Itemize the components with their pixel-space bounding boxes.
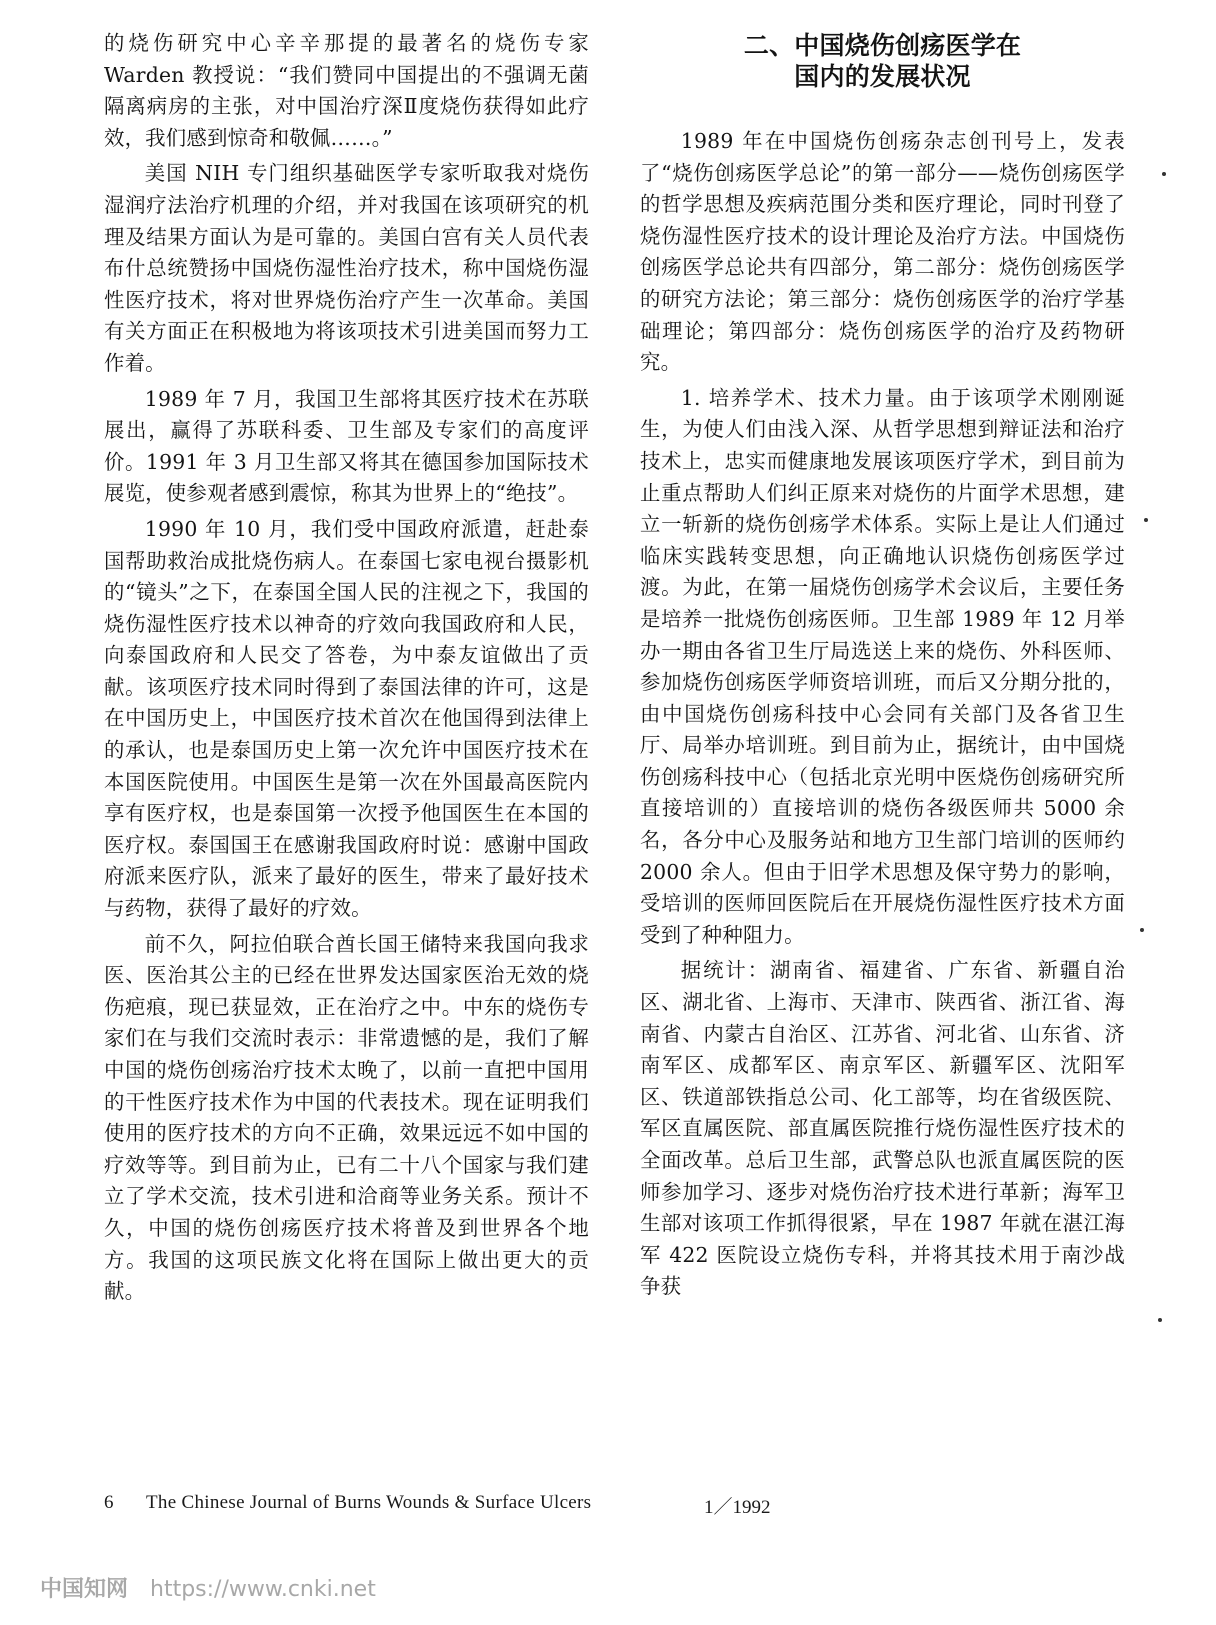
right-column <box>640 30 1125 1303</box>
paragraph: 的烧伤研究中心辛辛那提的最著名的烧伤专家 Warden 教授说：“我们赞同中国提出的不强调无菌隔离病房的主张，对中国治疗深Ⅱ度烧伤获得如此疗效，我们感到惊奇和敬佩……。” <box>104 31 589 150</box>
cnki-watermark <box>40 1572 376 1603</box>
watermark-url: https://www.cnki.net <box>150 1577 376 1602</box>
section-heading <box>640 30 1125 92</box>
left-column <box>104 28 589 1308</box>
journal-name: The Chinese Journal of Burns Wounds & Surface Ulcers <box>146 1492 592 1513</box>
paragraph: 1989 年 7 月，我国卫生部将其医疗技术在苏联展出，赢得了苏联科委、卫生部及专家们的高度评价。1991 年 3 月卫生部又将其在德国参加国际技术展览，使参观者感到震惊，称其为世界上的“绝技”。 <box>104 386 589 506</box>
section-heading-line2: 国内的发展状况 <box>794 62 971 91</box>
watermark-brand: 中国知网 <box>40 1577 129 1602</box>
issue-number: 1／1992 <box>704 1497 771 1518</box>
paragraph: 美国 NIH 专门组织基础医学专家听取我对烧伤湿润疗法治疗机理的介绍，并对我国在该项研究的机理及结果方面认为是可靠的。美国白宫有关人员代表布什总统赞扬中国烧伤湿性治疗技术，称中国烧伤湿性医疗技术，将对世界烧伤治疗产生一次革命。美国有关方面正在积极地为将该项技术引进美国而努力工作着。 <box>104 161 589 375</box>
paragraph: 前不久，阿拉伯联合酋长国王储特来我国向我求医、医治其公主的已经在世界发达国家医治无效的烧伤疤痕，现已获显效，正在治疗之中。中东的烧伤专家们在与我们交流时表示：非常遗憾的是，我们了解中国的烧伤创疡治疗技术太晚了，以前一直把中国用的干性医疗技术作为中国的代表技术。现在证明我们使用的医疗技术的方向不正确，效果远远不如中国的疗效等等。到目前为止，已有二十八个国家与我们建立了学术交流，技术引进和洽商等业务关系。预计不久，中国的烧伤创疡医疗技术将普及到世界各个地方。我国的这项民族文化将在国际上做出更大的贡献。 <box>104 931 589 1304</box>
scan-speck <box>1140 928 1144 932</box>
section-heading-line1: 二、中国烧伤创疡医学在 <box>743 31 1022 60</box>
scan-speck <box>1158 1318 1162 1322</box>
paragraph: 1. 培养学术、技术力量。由于该项学术刚刚诞生，为使人们由浅入深、从哲学思想到辩证法和治疗技术上，忠实而健康地发展该项医疗学术，到目前为止重点帮助人们纠正原来对烧伤的片面学术思想，建立一斩新的烧伤创疡学术体系。实际上是让人们通过临床实践转变思想，向正确地认识烧伤创疡医学过渡。为此，在第一届烧伤创疡学术会议后，主要任务是培养一批烧伤创疡医师。卫生部 1989 年 12 月举办一期由各省卫生厅局选送上来的烧伤、外科医师、参加烧伤创疡医学师资培训班，而后又分期分批的，由中国烧伤创疡科技中心会同有关部门及各省卫生厅、局举办培训班。到目前为止，据统计，由中国烧伤创疡科技中心（包括北京光明中医烧伤创疡研究所直接培训的）直接培训的烧伤各级医师共 5000 余名，各分中心及服务站和地方卫生部门培训的医师约 2000 余人。但由于旧学术思想及保守势力的影响，受培训的医师回医院后在开展烧伤湿性医疗技术方面受到了种种阻力。 <box>640 385 1125 947</box>
paragraph: 1989 年在中国烧伤创疡杂志创刊号上，发表了“烧伤创疡医学总论”的第一部分——烧伤创疡医学的哲学思想及疾病范围分类和医疗理论，同时刊登了烧伤湿性医疗技术的设计理论及治疗方法。中国烧伤创疡医学总论共有四部分，第二部分：烧伤创疡医学的研究方法论；第三部分：烧伤创疡医学的治疗学基础理论；第四部分：烧伤创疡医学的治疗及药物研究。 <box>640 129 1125 375</box>
scan-speck <box>1162 172 1166 176</box>
scan-speck <box>1144 518 1148 522</box>
paragraph: 1990 年 10 月，我们受中国政府派遣，赶赴泰国帮助救治成批烧伤病人。在泰国七家电视台摄影机的“镜头”之下，在泰国全国人民的注视之下，我国的烧伤湿性医疗技术以神奇的疗效向我国政府和人民，向泰国政府和人民交了答卷，为中泰友谊做出了贡献。该项医疗技术同时得到了泰国法律的许可，这是在中国历史上，中国医疗技术首次在他国得到法律上的承认，也是泰国历史上第一次允许中国医疗技术在本国医院使用。中国医生是第一次在外国最高医院内享有医疗权，也是泰国第一次授予他国医生在本国的医疗权。泰国国王在感谢我国政府时说：感谢中国政府派来医疗队，派来了最好的医生，带来了最好技术与药物，获得了最好的疗效。 <box>104 516 589 921</box>
page-number: 6 <box>104 1492 114 1513</box>
paragraph: 据统计：湖南省、福建省、广东省、新疆自治区、湖北省、上海市、天津市、陕西省、浙江省、海南省、内蒙古自治区、江苏省、河北省、山东省、济南军区、成都军区、南京军区、新疆军区、沈阳军区、铁道部铁指总公司、化工部等，均在省级医院、军区直属医院、部直属医院推行烧伤湿性医疗技术的全面改革。总后卫生部，武警总队也派直属医院的医师参加学习、逐步对烧伤治疗技术进行革新；海军卫生部对该项工作抓得很紧，早在 1987 年就在湛江海军 422 医院设立烧伤专科，并将其技术用于南沙战争获 <box>640 958 1125 1299</box>
